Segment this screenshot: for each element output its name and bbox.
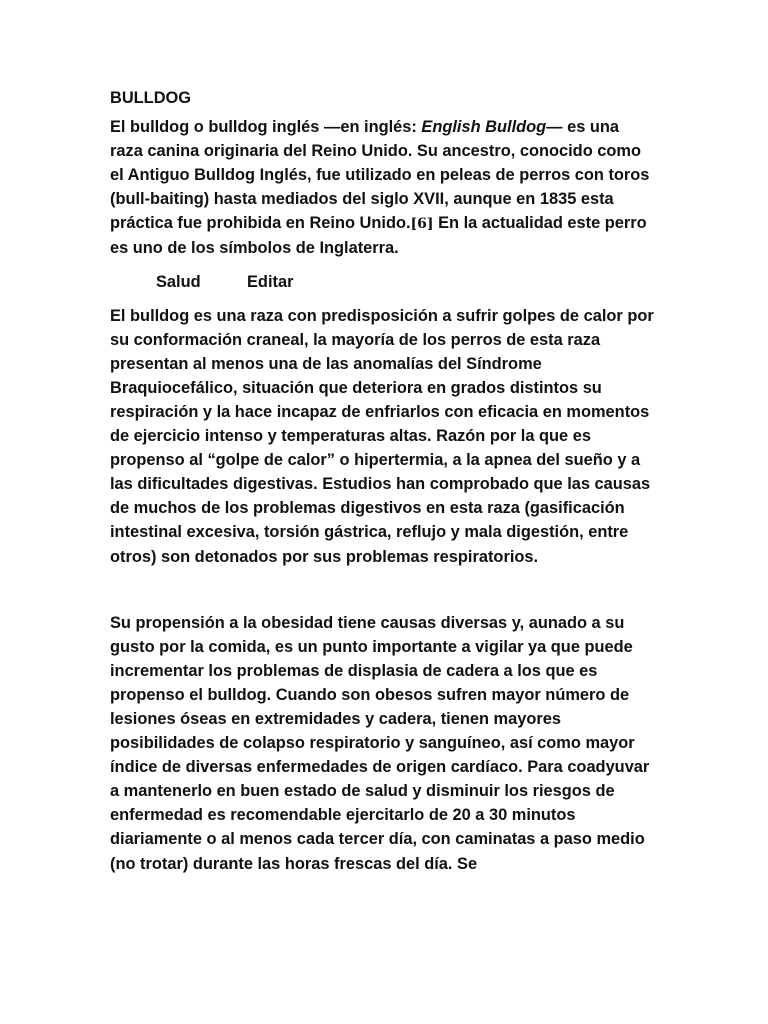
health-paragraph-1: El bulldog es una raza con predisposición a sufrir golpes de calor por su conformación craneal, la mayoría de los perros de esta raza presentan al menos una de las anomalías del Síndrome Braquiocefálico, situación que deteriora en grados distintos su respiración y la hace incapaz de enfriarlos con eficacia en momentos de ejercicio intenso y temperaturas altas. Razón por la que es propenso al “golpe de calor” o hipertermia, a la apnea del sueño y a las dificultades digestivas. Estudios han comprobado que las causas de muchos de los problemas digestivos en esta raza (gasificación intestinal excesiva, torsión gástrica, reflujo y mala digestión, entre otros) son detonados por sus problemas respiratorios. bbox=[110, 306, 654, 566]
intro-text-middle: — es una raza canina originaria del Reino Unido. Su ancestro, conocido como el Antiguo Bulldog Inglés, fue utilizado en peleas de perros con toros (bull-baiting) hasta mediados del siglo XVII, aunque en 1835 esta práctica fue prohibida en Reino Unido. bbox=[110, 118, 650, 233]
section-heading: Salud bbox=[156, 272, 201, 291]
intro-text-start: El bulldog o bulldog inglés —en inglés: bbox=[110, 118, 422, 136]
intro-text-end: En la actualidad este perro es uno de los símbolos de Inglaterra. bbox=[110, 214, 647, 258]
edit-link[interactable]: Editar bbox=[247, 272, 294, 291]
reference-link[interactable]: [6] bbox=[410, 216, 434, 233]
english-name: English Bulldog bbox=[421, 118, 547, 136]
intro-paragraph bbox=[110, 115, 655, 261]
document-page bbox=[110, 86, 655, 876]
health-paragraph-2: Su propensión a la obesidad tiene causas diversas y, aunado a su gusto por la comida, es un punto importante a vigilar ya que puede incrementar los problemas de displasia de cadera a los que es propenso el bulldog. Cuando son obesos sufren mayor número de lesiones óseas en extremidades y cadera, tienen mayores posibilidades de colapso respiratorio y sanguíneo, así como mayor índice de diversas enfermedades de origen cardíaco. Para coadyuvar a mantenerlo en buen estado de salud y disminuir los riesgos de enfermedad es recomendable ejercitarlo de 20 a 30 minutos diariamente o al menos cada tercer día, con caminatas a paso medio (no trotar) durante las horas frescas del día. Se bbox=[110, 613, 650, 873]
section-heading-row bbox=[110, 270, 655, 294]
document-title: BULLDOG bbox=[110, 89, 192, 107]
